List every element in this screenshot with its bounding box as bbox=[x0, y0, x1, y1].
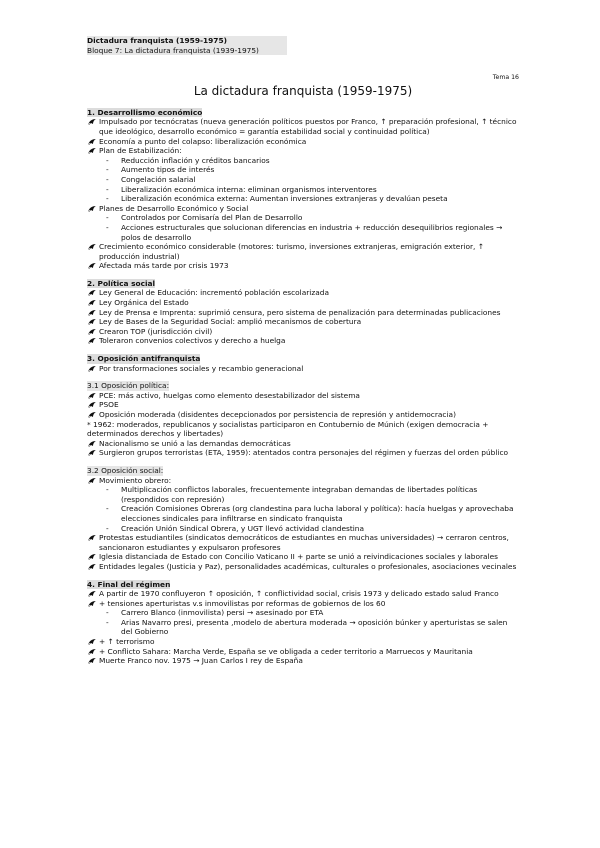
item-text: + ↑ terrorismo bbox=[99, 637, 155, 647]
item-text: Economía a punto del colapso: liberalización económica bbox=[99, 136, 307, 146]
item-text: Oposición moderada (disidentes decepcionados por persistencia de represión y antidemocracia) bbox=[99, 410, 456, 419]
pen-nib-icon bbox=[87, 553, 97, 561]
dash-item bbox=[87, 185, 519, 195]
pen-nib-icon bbox=[87, 205, 97, 213]
bullet-item bbox=[87, 261, 519, 271]
pen-nib-icon bbox=[87, 262, 97, 270]
section-heading: 3. Oposición antifranquista bbox=[87, 354, 201, 364]
bullet-item bbox=[87, 336, 519, 346]
pen-nib-icon bbox=[87, 657, 97, 665]
pen-nib-icon bbox=[87, 299, 97, 307]
pen-nib-icon bbox=[87, 318, 97, 326]
header-title: Dictadura franquista (1959-1975) bbox=[87, 36, 227, 45]
bullet-item bbox=[87, 317, 519, 327]
bullet-item bbox=[87, 410, 519, 420]
bullet-item bbox=[87, 533, 519, 552]
pen-nib-icon bbox=[87, 243, 97, 251]
item-text: Ley de Bases de la Seguridad Social: amplió mecanismos de cobertura bbox=[99, 317, 362, 327]
dash-marker: - bbox=[106, 194, 109, 204]
pen-nib-icon bbox=[87, 289, 97, 297]
item-text: Por transformaciones sociales y recambio generacional bbox=[99, 363, 304, 373]
pen-nib-icon bbox=[87, 648, 97, 656]
dash-item bbox=[87, 618, 519, 637]
document-title: La dictadura franquista (1959-1975) bbox=[193, 83, 413, 98]
item-text: Aumento tipos de interés bbox=[121, 165, 215, 175]
document-page bbox=[87, 36, 519, 674]
item-text: Surgieron grupos terroristas (ETA, 1959): atentados contra personajes del régimen y fuerzas del orden público bbox=[99, 448, 509, 458]
pen-nib-icon bbox=[87, 477, 97, 485]
item-text: Multiplicación conflictos laborales, frecuentemente integraban demandas de libertades políticas (respondidos con represión) bbox=[121, 485, 478, 504]
section-1 bbox=[87, 108, 519, 271]
section-6 bbox=[87, 580, 519, 666]
section-5 bbox=[87, 466, 519, 572]
item-text: Entidades legales (Justicia y Paz), personalidades académicas, culturales o profesionales, asociaciones vecinales bbox=[99, 561, 517, 571]
pen-nib-icon bbox=[87, 392, 97, 400]
dash-marker: - bbox=[106, 174, 109, 184]
header-subtitle: Bloque 7: La dictadura franquista (1939-1975) bbox=[87, 45, 259, 55]
item-text: Reducción inflación y créditos bancarios bbox=[121, 155, 270, 165]
dash-item bbox=[87, 608, 519, 618]
subsection-heading: 3.1 Oposición política: bbox=[87, 381, 170, 391]
dash-item bbox=[87, 485, 519, 504]
dash-item bbox=[87, 504, 519, 523]
bullet-item bbox=[87, 204, 519, 214]
item-text: Protestas estudiantiles (sindicatos democráticos de estudiantes en muchas universidades) → cerraron centros, sancionaron estudiantes y expulsaron profesores bbox=[99, 533, 509, 552]
item-text: Iglesia distanciada de Estado con Concilio Vaticano II + parte se unió a reivindicaciones sociales y laborales bbox=[99, 552, 499, 562]
section-heading: 2. Política social bbox=[87, 278, 156, 288]
bullet-item bbox=[87, 308, 519, 318]
bullet-item bbox=[87, 656, 519, 666]
item-text: A partir de 1970 confluyeron ↑ oposición, ↑ conflictividad social, crisis 1973 y delicado estado salud Franco bbox=[99, 589, 499, 599]
dash-marker: - bbox=[106, 608, 109, 618]
bullet-item bbox=[87, 391, 519, 401]
bullet-item bbox=[87, 599, 519, 609]
dash-marker: - bbox=[106, 222, 109, 232]
dash-marker: - bbox=[106, 213, 109, 223]
pen-nib-icon bbox=[87, 590, 97, 598]
pen-nib-icon bbox=[87, 365, 97, 373]
item-text: Liberalización económica externa: Aumentan inversiones extranjeras y devalúan peseta bbox=[121, 194, 448, 204]
section-heading: 4. Final del régimen bbox=[87, 579, 171, 589]
bullet-item bbox=[87, 439, 519, 449]
bullet-item bbox=[87, 364, 519, 374]
bullet-item bbox=[87, 327, 519, 337]
bullet-item bbox=[87, 146, 519, 156]
section-4 bbox=[87, 381, 519, 458]
dash-marker: - bbox=[106, 485, 109, 495]
dash-item bbox=[87, 165, 519, 175]
bullet-item bbox=[87, 647, 519, 657]
pen-nib-icon bbox=[87, 638, 97, 646]
bullet-item bbox=[87, 552, 519, 562]
item-text: Movimiento obrero: bbox=[99, 475, 172, 485]
item-text: Congelación salarial bbox=[121, 174, 196, 184]
item-text: Plan de Estabilización: bbox=[99, 146, 182, 156]
dash-marker: - bbox=[106, 155, 109, 165]
item-text: Afectada más tarde por crisis 1973 bbox=[99, 261, 229, 271]
dash-item bbox=[87, 156, 519, 166]
pen-nib-icon bbox=[87, 309, 97, 317]
pen-nib-icon bbox=[87, 138, 97, 146]
item-text: PCE: más activo, huelgas como elemento desestabilizador del sistema bbox=[99, 390, 360, 400]
bullet-item bbox=[87, 589, 519, 599]
item-text: Arias Navarro presi, presenta ,modelo de abertura moderada → oposición búnker y aperturistas se salen del Gobierno bbox=[121, 617, 508, 637]
dash-item bbox=[87, 524, 519, 534]
item-text: + tensiones aperturistas v.s inmovilistas por reformas de gobiernos de los 60 bbox=[99, 598, 386, 608]
item-text: Muerte Franco nov. 1975 → Juan Carlos I rey de España bbox=[99, 656, 303, 666]
bullet-item bbox=[87, 400, 519, 410]
item-text: Crecimiento económico considerable (motores: turismo, inversiones extranjeras, emigración exterior, ↑ producción industrial) bbox=[99, 242, 484, 261]
item-text: Creación Comisiones Obreras (org clandestina para lucha laboral y política): hacía huelgas y aprovechaba elecciones sindicales para infiltrarse en sindicato franquista bbox=[121, 504, 514, 523]
pen-nib-icon bbox=[87, 440, 97, 448]
pen-nib-icon bbox=[87, 147, 97, 155]
pen-nib-icon bbox=[87, 118, 97, 126]
item-text: + Conflicto Sahara: Marcha Verde, España se ve obligada a ceder territorio a Marruecos y Mauritania bbox=[99, 646, 473, 656]
pen-nib-icon bbox=[87, 401, 97, 409]
dash-item bbox=[87, 175, 519, 185]
dash-marker: - bbox=[106, 184, 109, 194]
pen-nib-icon bbox=[87, 337, 97, 345]
running-header bbox=[87, 36, 287, 55]
bullet-item bbox=[87, 298, 519, 308]
dash-marker: - bbox=[106, 523, 109, 533]
dash-item bbox=[87, 223, 519, 242]
dash-item bbox=[87, 194, 519, 204]
pen-nib-icon bbox=[87, 600, 97, 608]
item-text: Ley General de Educación: incrementó población escolarizada bbox=[99, 288, 329, 298]
item-text: Planes de Desarrollo Económico y Social bbox=[99, 203, 249, 213]
dash-marker: - bbox=[106, 504, 109, 514]
item-text: Creación Unión Sindical Obrera, y UGT llevó actividad clandestina bbox=[121, 523, 365, 533]
item-text: PSOE bbox=[99, 400, 119, 410]
pen-nib-icon bbox=[87, 328, 97, 336]
bullet-item bbox=[87, 476, 519, 486]
section-heading: 1. Desarrollismo económico bbox=[87, 107, 203, 117]
item-text: Crearon TOP (jurisdicción civil) bbox=[99, 326, 213, 336]
pen-nib-icon bbox=[87, 411, 97, 419]
item-text: Impulsado por tecnócratas (nueva generación políticos puestos por Franco, ↑ preparación profesional, ↑ técnico que ideológico, desarrollo económico = garantía estabilidad social y continuidad política) bbox=[99, 117, 517, 136]
bullet-item bbox=[87, 637, 519, 647]
item-text: Ley de Prensa e Imprenta: suprimió censura, pero sistema de penalización para determinadas publicaciones bbox=[99, 307, 501, 317]
bullet-item bbox=[87, 448, 519, 458]
item-text: Liberalización económica interna: eliminan organismos interventores bbox=[121, 184, 377, 194]
item-text: Acciones estructurales que solucionan diferencias en industria + reducción desequilibrios regionales → polos de desarrollo bbox=[121, 222, 503, 242]
dash-marker: - bbox=[106, 617, 109, 627]
dash-marker: - bbox=[106, 165, 109, 175]
dash-item bbox=[87, 213, 519, 223]
pen-nib-icon bbox=[87, 449, 97, 457]
bullet-item bbox=[87, 242, 519, 261]
item-text: * 1962: moderados, republicanos y socialistas participaron en Contubernio de Múnich (exigen democracia + determinados derechos y libertades) bbox=[87, 419, 489, 439]
subsection-heading: 3.2 Oposición social: bbox=[87, 465, 164, 475]
item-text: Toleraron convenios colectivos y derecho a huelga bbox=[99, 336, 286, 346]
item-text: Nacionalismo se unió a las demandas democráticas bbox=[99, 438, 291, 448]
section-3 bbox=[87, 354, 519, 373]
bullet-item bbox=[87, 288, 519, 298]
document-body bbox=[87, 108, 519, 666]
bullet-item bbox=[87, 137, 519, 147]
topic-number: Tema 16 bbox=[492, 74, 519, 82]
note-paragraph bbox=[87, 420, 519, 439]
item-text: Carrero Blanco (inmovilista) persi → asesinado por ETA bbox=[121, 608, 324, 618]
pen-nib-icon bbox=[87, 534, 97, 542]
item-text: Controlados por Comisaría del Plan de Desarrollo bbox=[121, 213, 303, 223]
bullet-item bbox=[87, 117, 519, 136]
pen-nib-icon bbox=[87, 563, 97, 571]
bullet-item bbox=[87, 562, 519, 572]
section-2 bbox=[87, 279, 519, 346]
item-text: Ley Orgánica del Estado bbox=[99, 298, 189, 308]
